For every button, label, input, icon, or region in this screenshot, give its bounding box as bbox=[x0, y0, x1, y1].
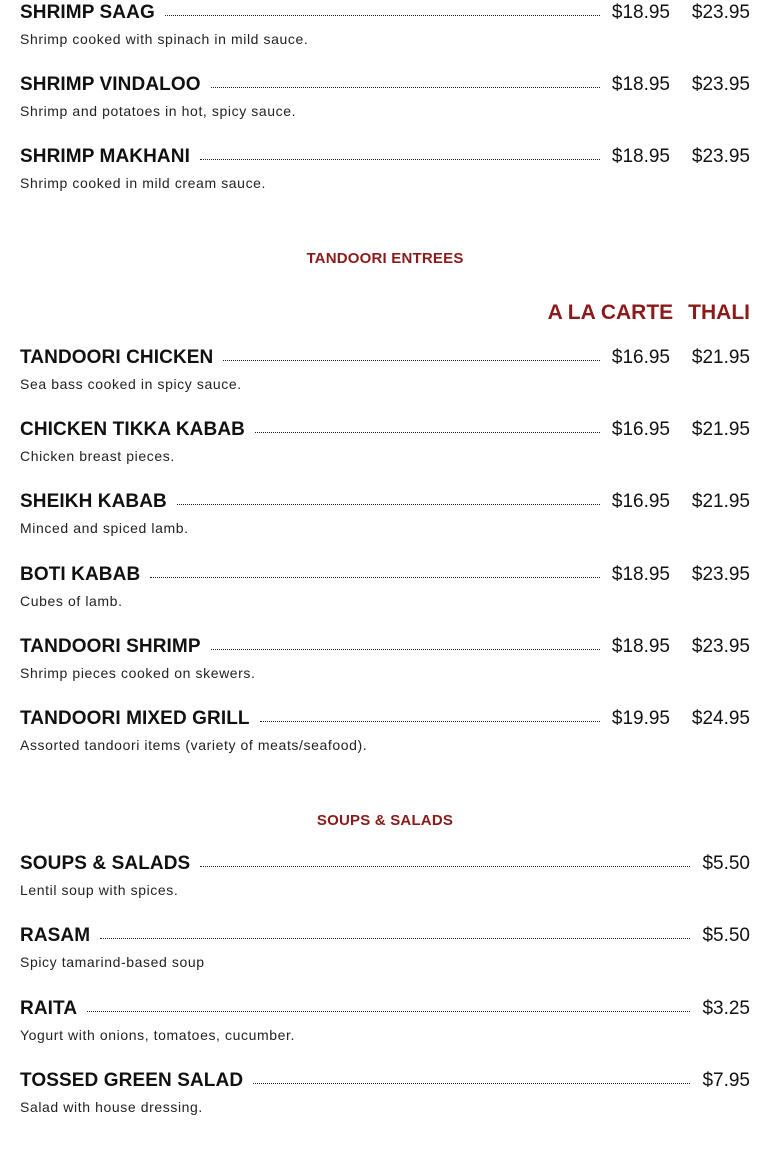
item-name: TOSSED GREEN SALAD bbox=[20, 1070, 244, 1091]
item-description: Minced and spiced lamb. bbox=[20, 520, 189, 536]
price-a-la-carte: $16.95 bbox=[611, 347, 670, 368]
menu-item bbox=[20, 1068, 750, 1115]
dot-leader bbox=[87, 1011, 690, 1012]
menu-item bbox=[20, 923, 750, 970]
price-thali: $23.95 bbox=[691, 146, 750, 167]
dot-leader bbox=[200, 159, 600, 160]
dot-leader bbox=[255, 432, 600, 433]
item-description: Shrimp pieces cooked on skewers. bbox=[20, 665, 256, 681]
price-thali: $21.95 bbox=[691, 347, 750, 368]
menu-item bbox=[20, 634, 750, 681]
menu-item bbox=[20, 489, 750, 536]
dot-leader bbox=[253, 1083, 690, 1084]
price-column-headers bbox=[548, 301, 750, 325]
dot-leader bbox=[211, 649, 600, 650]
menu-item bbox=[20, 345, 750, 392]
item-name: RASAM bbox=[20, 925, 91, 946]
price: $5.50 bbox=[702, 925, 750, 946]
item-name: SHRIMP SAAG bbox=[20, 2, 155, 23]
dot-leader bbox=[100, 938, 690, 939]
price-a-la-carte: $18.95 bbox=[611, 636, 670, 657]
item-name: TANDOORI MIXED GRILL bbox=[20, 708, 250, 729]
price: $7.95 bbox=[702, 1070, 750, 1091]
price-a-la-carte: $16.95 bbox=[611, 419, 670, 440]
price-a-la-carte: $18.95 bbox=[611, 564, 670, 585]
price-thali: $23.95 bbox=[691, 74, 750, 95]
menu-item bbox=[20, 417, 750, 464]
menu-item bbox=[20, 562, 750, 609]
menu-item bbox=[20, 851, 750, 898]
item-name: SHRIMP MAKHANI bbox=[20, 146, 190, 167]
price-a-la-carte: $19.95 bbox=[611, 708, 670, 729]
column-header-a-la-carte: A LA CARTE bbox=[547, 301, 674, 324]
item-name: TANDOORI SHRIMP bbox=[20, 636, 201, 657]
item-name: SOUPS & SALADS bbox=[20, 853, 191, 874]
item-description: Assorted tandoori items (variety of meats/seafood). bbox=[20, 737, 368, 753]
item-description: Sea bass cooked in spicy sauce. bbox=[20, 376, 242, 392]
menu-item bbox=[20, 0, 750, 47]
item-description: Lentil soup with spices. bbox=[20, 882, 179, 898]
item-description: Shrimp cooked with spinach in mild sauce. bbox=[20, 31, 309, 47]
column-header-thali: THALI bbox=[688, 301, 750, 324]
dot-leader bbox=[211, 87, 600, 88]
dot-leader bbox=[177, 504, 600, 505]
dot-leader bbox=[150, 577, 600, 578]
dot-leader bbox=[260, 721, 600, 722]
menu-item bbox=[20, 996, 750, 1043]
item-description: Shrimp and potatoes in hot, spicy sauce. bbox=[20, 103, 297, 119]
menu-item bbox=[20, 72, 750, 119]
price-thali: $24.95 bbox=[691, 708, 750, 729]
item-description: Spicy tamarind-based soup bbox=[20, 954, 205, 970]
dot-leader bbox=[223, 360, 600, 361]
price-thali: $23.95 bbox=[691, 564, 750, 585]
item-name: SHRIMP VINDALOO bbox=[20, 74, 201, 95]
section-title-tandoori: TANDOORI ENTREES bbox=[306, 250, 464, 267]
item-name: SHEIKH KABAB bbox=[20, 491, 167, 512]
item-description: Salad with house dressing. bbox=[20, 1099, 203, 1115]
item-name: CHICKEN TIKKA KABAB bbox=[20, 419, 245, 440]
item-name: BOTI KABAB bbox=[20, 564, 141, 585]
price-thali: $23.95 bbox=[691, 2, 750, 23]
item-name: RAITA bbox=[20, 998, 78, 1019]
price: $3.25 bbox=[702, 998, 750, 1019]
price-a-la-carte: $18.95 bbox=[611, 146, 670, 167]
price-a-la-carte: $16.95 bbox=[611, 491, 670, 512]
menu-item bbox=[20, 706, 750, 753]
dot-leader bbox=[165, 15, 600, 16]
item-description: Cubes of lamb. bbox=[20, 593, 123, 609]
item-description: Chicken breast pieces. bbox=[20, 448, 175, 464]
price-a-la-carte: $18.95 bbox=[611, 2, 670, 23]
section-title-soups-salads: SOUPS & SALADS bbox=[316, 812, 454, 829]
item-description: Yogurt with onions, tomatoes, cucumber. bbox=[20, 1027, 296, 1043]
price-thali: $21.95 bbox=[691, 491, 750, 512]
menu-item bbox=[20, 144, 750, 191]
price: $5.50 bbox=[702, 853, 750, 874]
price-thali: $23.95 bbox=[691, 636, 750, 657]
price-a-la-carte: $18.95 bbox=[611, 74, 670, 95]
item-name: TANDOORI CHICKEN bbox=[20, 347, 214, 368]
item-description: Shrimp cooked in mild cream sauce. bbox=[20, 175, 267, 191]
dot-leader bbox=[200, 866, 690, 867]
price-thali: $21.95 bbox=[691, 419, 750, 440]
